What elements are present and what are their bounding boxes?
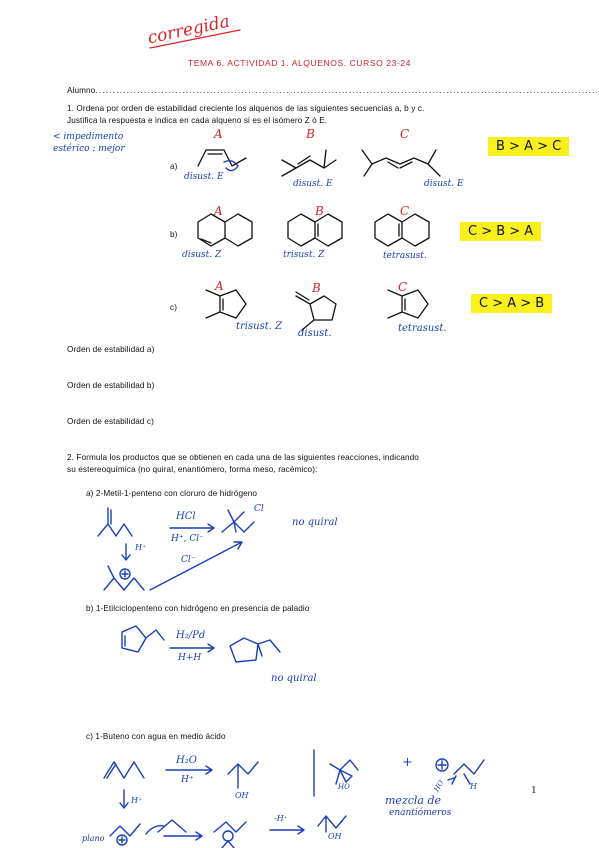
page-header: TEMA 6. ACTIVIDAD 1. ALQUENOS. CURSO 23-24	[187, 58, 412, 68]
q2c-arrow-2	[164, 832, 202, 840]
letter-c-A: A	[215, 279, 224, 293]
bicyclic-b-C	[375, 214, 429, 246]
q2a-arrow	[170, 524, 214, 532]
bicyclic-b-B	[288, 214, 342, 246]
q2a-reagent-bottom: H⁺, Cl⁻	[171, 534, 204, 544]
q2a-clminus: Cl⁻	[181, 555, 196, 565]
letter-c-B: B	[312, 281, 321, 295]
q2c-result-2: enantiómeros	[389, 808, 452, 818]
letter-b-C: C	[400, 204, 410, 218]
q2a-diagonal-arrow	[150, 542, 242, 590]
note-c-B: disust.	[298, 328, 332, 339]
q2c-reagent-top: H₂O	[176, 755, 197, 766]
q2c-arrow	[166, 766, 212, 774]
q2a-down-arrow	[122, 544, 130, 560]
q2c-reactant	[104, 762, 144, 778]
bicyclic-b-A	[198, 214, 252, 246]
q2c-down-arrow	[120, 790, 128, 808]
q2c-product	[228, 762, 258, 788]
q1-line1: 1. Ordena por orden de estabilidad creciente los alquenos de las siguientes secuencias a, b y c.	[67, 104, 425, 113]
answer-c: C > A > B	[471, 294, 552, 313]
note-a-A: disust. E	[184, 172, 224, 182]
letter-a-B: B	[306, 127, 315, 141]
q2c-enantiomer-1	[330, 760, 358, 784]
q2a-reagent-top: HCl	[176, 511, 196, 522]
q2a-reactant	[98, 508, 132, 536]
q2c-hplus: H⁺	[131, 796, 143, 805]
q2c-plus: +	[402, 755, 413, 770]
q2c-arrow-3	[270, 826, 304, 834]
q2b-product	[230, 638, 280, 662]
q2c-result-1: mezcla de	[385, 794, 442, 807]
corrected-stamp: corregida	[145, 11, 232, 49]
row-label-a: a)	[170, 162, 178, 171]
student-dots: .................................................................................................................................................	[95, 86, 599, 95]
letter-a-A: A	[214, 127, 223, 141]
note-a-C: disust. E	[424, 179, 464, 189]
row-label-b: b)	[170, 230, 178, 239]
q2c-minus-h: -H⁺	[274, 814, 288, 823]
q2c-ho-left: HO	[338, 783, 350, 791]
q2c-water	[146, 820, 186, 834]
note-c-C: tetrasust.	[398, 323, 447, 334]
order-label-b: Orden de estabilidad b)	[67, 381, 155, 390]
q2-line2: su estereoquímica (no quiral, enantiómero, forma meso, racémico):	[67, 465, 318, 474]
q2c-alcohol	[318, 816, 346, 832]
answer-b: C > B > A	[460, 222, 541, 241]
note-c-A: trisust. Z	[236, 321, 283, 332]
q2b-reagent-top: H₂/Pd	[176, 630, 206, 641]
letter-c-C: C	[398, 280, 408, 294]
student-label: Alumno	[67, 86, 96, 95]
q2c-enantiomer-2	[436, 759, 484, 784]
q2c-plano: plano	[82, 834, 105, 843]
q2c-oh-final: OH	[328, 832, 342, 841]
q2c-title: c) 1-Buteno con agua en medio ácido	[86, 732, 226, 741]
alkene-a-A	[198, 150, 246, 171]
note-a-B: disust. E	[293, 179, 333, 189]
q2-line1: 2. Formula los productos que se obtienen en cada una de las siguientes reacciones, indicando	[67, 453, 419, 462]
alkene-c-C	[362, 150, 440, 176]
q2a-product	[222, 510, 254, 532]
letter-b-B: B	[315, 204, 324, 218]
q2c-cation	[110, 824, 140, 845]
cyclopentene-c-C	[388, 290, 428, 318]
q2c-h-right: H	[470, 782, 477, 791]
q2c-oxonium	[214, 822, 246, 848]
q2a-title: a) 2-Metil-1-penteno con cloruro de hidrógeno	[86, 489, 258, 498]
cyclopentene-c-B	[296, 292, 336, 330]
q2a-hplus: H⁺	[135, 543, 147, 552]
letter-b-A: A	[214, 204, 223, 218]
note-b-B: trisust. Z	[283, 250, 325, 260]
q2c-ho-right: HO	[432, 778, 446, 794]
page-number: 1	[531, 784, 537, 796]
q2a-cation	[104, 566, 144, 590]
note-b-C: tetrasust.	[383, 251, 427, 261]
order-label-a: Orden de estabilidad a)	[67, 345, 155, 354]
q2b-title: b) 1-Etilciclopenteno con hidrógeno en presencia de paladio	[86, 604, 310, 613]
q2a-cl: Cl	[254, 504, 264, 514]
q2b-reagent-bottom: H+H	[178, 653, 202, 663]
q2c-oh-product: OH	[235, 791, 249, 800]
letter-a-C: C	[400, 127, 410, 141]
alkene-b-B	[282, 150, 336, 176]
q2b-arrow	[170, 644, 214, 652]
note-b-A: disust. Z	[182, 250, 222, 260]
answer-a: B > A > C	[488, 137, 569, 156]
q2b-result: no quiral	[271, 673, 317, 684]
order-label-c: Orden de estabilidad c)	[67, 417, 154, 426]
q2a-result: no quiral	[292, 517, 338, 528]
cyclopentene-c-A	[206, 290, 246, 318]
q1-line2: Justifica la respuesta e indica en cada alqueno si es el isómero Z ó E.	[67, 116, 328, 125]
margin-note: < impedimento estérico : mejor	[53, 132, 125, 154]
q2c-reagent-bottom: H⁺	[181, 775, 194, 785]
row-label-c: c)	[170, 303, 178, 312]
q2b-reactant	[122, 626, 164, 652]
